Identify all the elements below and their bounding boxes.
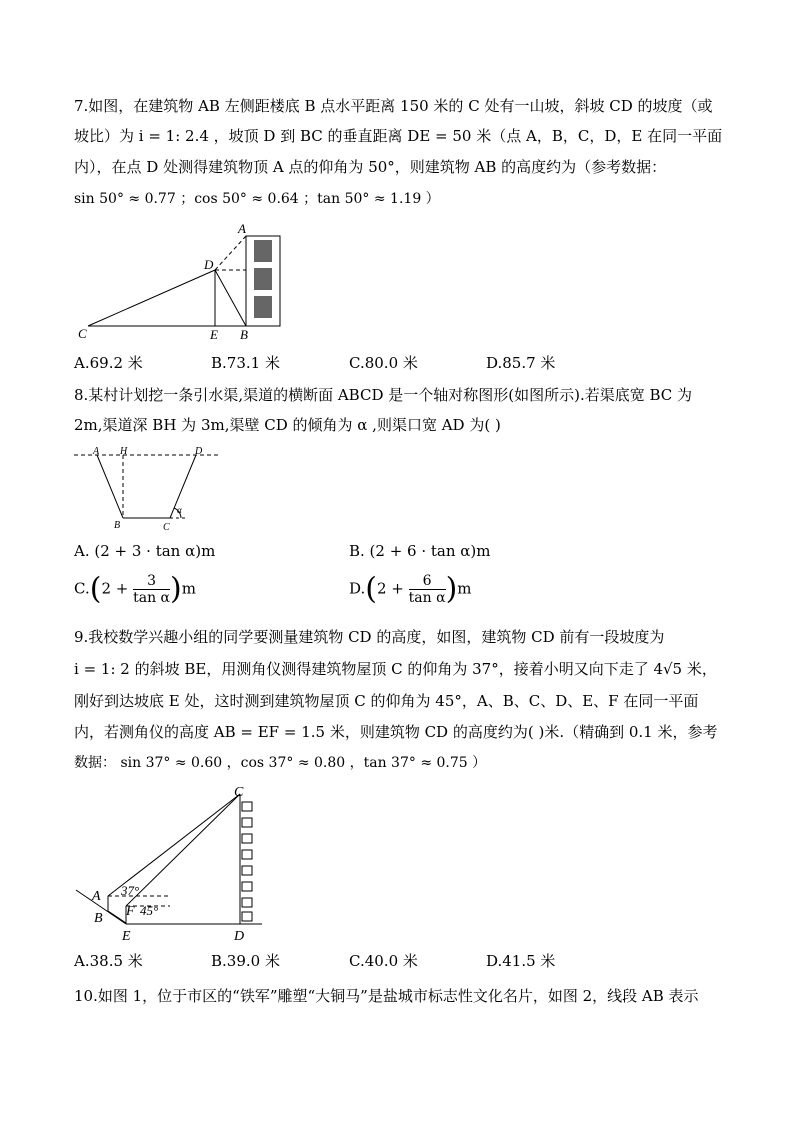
q9-label-D: D bbox=[234, 929, 245, 944]
q9-choice-c[interactable]: C.40.0 米 bbox=[349, 952, 418, 970]
q9-angle-37: 37° bbox=[121, 883, 140, 898]
q8-choice-c-prefix: C. bbox=[74, 579, 90, 598]
q8-label-A: A bbox=[93, 446, 100, 457]
q8-choice-a[interactable]: A. (2 + 3 · tan α)m bbox=[74, 542, 216, 560]
q9-label-E: E bbox=[122, 929, 131, 944]
q8-choice-c[interactable] bbox=[74, 573, 196, 606]
q9-text-line-2: i = 1: 2 的斜坡 BE，用测角仪测得建筑物屋顶 C 的仰角为 37°，接着小明又向下走了 4√5 米， bbox=[74, 660, 717, 678]
q8-text-line-2: 2m,渠道深 BH 为 3m,渠壁 CD 的倾角为 α ,则渠口宽 AD 为( ) bbox=[74, 416, 501, 434]
q7-label-A: A bbox=[238, 221, 246, 236]
q7-label-B: B bbox=[240, 327, 248, 342]
q8-choice-d-open-paren: ( bbox=[365, 571, 377, 607]
q8-choice-d-denominator: tan α bbox=[408, 590, 446, 606]
q8-choice-d[interactable] bbox=[349, 573, 472, 606]
q9-label-C: C bbox=[234, 785, 244, 800]
q7-label-E: E bbox=[210, 327, 218, 342]
q8-choice-c-lead: 2 + bbox=[101, 579, 129, 598]
q8-label-C: C bbox=[163, 522, 170, 532]
q8-label-alpha: α bbox=[177, 505, 182, 515]
q9-label-B: B bbox=[94, 911, 103, 926]
q9-label-F: F bbox=[126, 904, 135, 919]
q9-label-A: A bbox=[92, 889, 101, 904]
q7-text-line-1: 7.如图，在建筑物 AB 左侧距楼底 B 点水平距离 150 米的 C 处有一山坡，斜坡 CD 的坡度（或 bbox=[74, 97, 713, 115]
q9-choice-d[interactable]: D.41.5 米 bbox=[486, 952, 556, 970]
q8-label-H: H bbox=[120, 446, 128, 457]
q9-text-line-4: 内，若测角仪的高度 AB = EF = 1.5 米，则建筑物 CD 的高度约为( )米.（精确到 0.1 米，参考 bbox=[74, 723, 718, 741]
q7-label-C: C bbox=[78, 326, 87, 341]
q7-choice-b[interactable]: B.73.1 米 bbox=[211, 354, 280, 372]
q9-figure bbox=[72, 782, 272, 944]
q8-choice-c-numerator: 3 bbox=[133, 573, 170, 590]
q8-choice-b[interactable]: B. (2 + 6 · tan α)m bbox=[349, 542, 491, 560]
q8-choice-d-fraction bbox=[409, 573, 446, 606]
q7-choice-d[interactable]: D.85.7 米 bbox=[486, 354, 556, 372]
q9-text-line-3: 刚好到达坡底 E 处，这时测到建筑物屋顶 C 的仰角为 45°，A、B、C、D、E、F 在同一平面 bbox=[74, 692, 699, 710]
q8-text-line-1: 8.某村计划挖一条引水渠,渠道的横断面 ABCD 是一个轴对称图形(如图所示).若渠底宽 BC 为 bbox=[74, 386, 693, 404]
q10-text-line-1: 10.如图 1，位于市区的“铁军”雕塑“大铜马”是盐城市标志性文化名片，如图 2，线段 AB 表示 bbox=[74, 987, 699, 1005]
q8-choice-c-open-paren: ( bbox=[89, 571, 102, 607]
q7-text-line-3: 内），在点 D 处测得建筑物顶 A 点的仰角为 50°，则建筑物 AB 的高度约为（参考数据： bbox=[74, 158, 667, 176]
q7-choice-a[interactable]: A.69.2 米 bbox=[74, 354, 143, 372]
q7-choice-c[interactable]: C.80.0 米 bbox=[349, 354, 418, 372]
q9-text-line-5: 数据： sin 37° ≈ 0.60 ，cos 37° ≈ 0.80 ，tan 37° ≈ 0.75 ） bbox=[74, 755, 487, 771]
q8-choice-d-prefix: D. bbox=[349, 579, 366, 598]
q9-text-line-1: 9.我校数学兴趣小组的同学要测量建筑物 CD 的高度，如图，建筑物 CD 前有一段坡度为 bbox=[74, 628, 665, 646]
q8-choice-c-fraction bbox=[133, 573, 170, 606]
q9-choice-b[interactable]: B.39.0 米 bbox=[211, 952, 280, 970]
q9-choice-a[interactable]: A.38.5 米 bbox=[74, 952, 143, 970]
q8-choice-d-lead: 2 + bbox=[376, 579, 404, 598]
q9-angle-45: 45° bbox=[140, 903, 159, 918]
q7-figure bbox=[70, 218, 290, 342]
q7-label-D: D bbox=[204, 257, 214, 272]
q7-text-line-2: 坡比）为 i = 1: 2.4 ，坡顶 D 到 BC 的垂直距离 DE = 50 米（点 A，B，C，D，E 在同一平面 bbox=[74, 127, 723, 145]
q8-choice-d-unit: m bbox=[457, 579, 472, 598]
q8-figure bbox=[72, 444, 222, 532]
q8-choice-c-denominator: tan α bbox=[133, 590, 171, 606]
q8-choice-c-unit: m bbox=[181, 579, 196, 598]
q8-label-D: D bbox=[195, 446, 203, 457]
q8-choice-d-numerator: 6 bbox=[409, 573, 446, 590]
q7-text-line-4: sin 50° ≈ 0.77 ；cos 50° ≈ 0.64 ；tan 50° ≈ 1.19 ） bbox=[74, 191, 440, 207]
q8-label-B: B bbox=[114, 520, 121, 531]
q8-choice-c-close-paren: ) bbox=[170, 571, 182, 607]
q8-choice-d-close-paren: ) bbox=[445, 571, 458, 607]
